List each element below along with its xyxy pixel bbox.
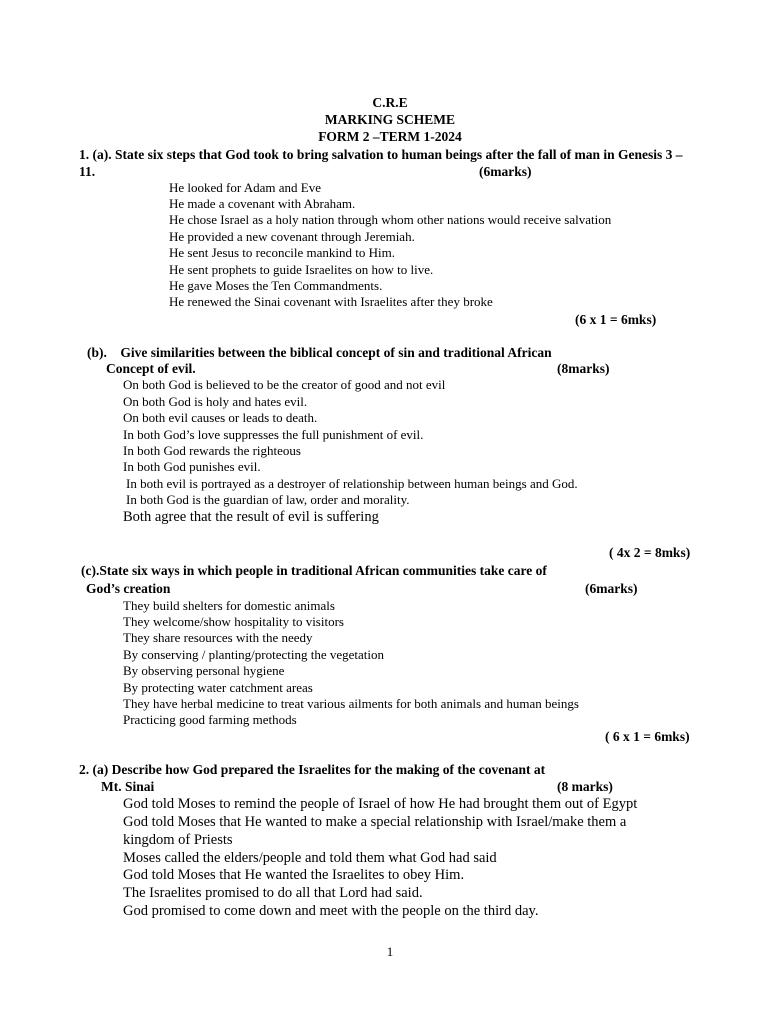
item-text: He chose Israel as a holy nation through whom other nations would receive salvation [169,212,612,227]
item-text: On both evil causes or leads to death. [123,410,318,425]
item-text: In both God’s love suppresses the full punishment of evil. [123,427,424,442]
q2a-marks: (8 marks) [557,779,613,794]
q1b-question-line2: Concept of evil. [106,361,196,376]
item-text: By conserving / planting/protecting the vegetation [123,647,385,662]
q1b-total-marks: ( 4x 2 = 8mks) [609,545,691,560]
item-text: On both God is believed to be the creator of good and not evil [123,377,446,392]
q1b-question-line1 [87,345,552,361]
item-text: The Israelites promised to do all that Lord had said. [123,885,423,901]
q1b-question-text: (b). Give similarities between the biblical concept of sin and traditional African [87,345,552,360]
item-text: Practicing good farming methods [123,712,297,727]
item-text: In both evil is portrayed as a destroyer of relationship between human beings and God. [126,476,578,491]
item-text: In both God punishes evil. [123,459,261,474]
item-text: On both God is holy and hates evil. [123,394,308,409]
q2a-question-line2: Mt. Sinai [101,779,155,794]
item-text: They share resources with the needy [123,630,313,645]
item-text: kingdom of Priests [123,832,233,848]
q2a-question-line1: 2. (a) Describe how God prepared the Israelites for the making of the covenant at [79,762,546,777]
item-text: God promised to come down and meet with the people on the third day. [123,903,539,919]
item-text: He sent Jesus to reconcile mankind to Him. [169,245,396,260]
page-number: 1 [386,944,394,959]
item-text: They build shelters for domestic animals [123,598,335,613]
q1a-question-line2: 11. [79,164,96,179]
q1a-question-line1: 1. (a). State six steps that God took to bring salvation to human beings after the fall of man in Genesis 3 – [79,147,683,162]
item-text: He sent prophets to guide Israelites on how to live. [169,262,434,277]
form-term-title: FORM 2 –TERM 1-2024 [318,129,462,144]
item-text: God told Moses that He wanted to make a special relationship with Israel/make them a [123,814,627,830]
item-text: He renewed the Sinai covenant with Israelites after they broke [169,294,493,309]
item-text: He looked for Adam and Eve [169,180,321,195]
item-text: They welcome/show hospitality to visitors [123,614,344,629]
item-text: God told Moses that He wanted the Israelites to obey Him. [123,867,465,883]
item-text: Both agree that the result of evil is suffering [123,509,379,525]
item-text: Moses called the elders/people and told them what God had said [123,850,497,866]
document-title: MARKING SCHEME [324,112,456,127]
q1b-marks: (8marks) [557,361,610,376]
q1c-question-line2: God’s creation [86,581,171,596]
q1c-marks: (6marks) [585,581,638,596]
item-text: By protecting water catchment areas [123,680,313,695]
subject-title: C.R.E [372,95,408,110]
item-text: In both God is the guardian of law, order and morality. [126,492,410,507]
q1a-total-marks: (6 x 1 = 6mks) [575,312,657,327]
item-text: He made a covenant with Abraham. [169,196,356,211]
item-text: God told Moses to remind the people of Israel of how He had brought them out of Egypt [123,796,638,812]
item-text: He gave Moses the Ten Commandments. [169,278,383,293]
q1c-total-marks: ( 6 x 1 = 6mks) [605,729,690,744]
item-text: By observing personal hygiene [123,663,285,678]
q1a-marks: (6marks) [479,164,532,179]
item-text: In both God rewards the righteous [123,443,301,458]
q1c-question-line1: (c).State six ways in which people in traditional African communities take care of [81,563,547,578]
item-text: He provided a new covenant through Jeremiah. [169,229,415,244]
item-text: They have herbal medicine to treat various ailments for both animals and human beings [123,696,579,711]
